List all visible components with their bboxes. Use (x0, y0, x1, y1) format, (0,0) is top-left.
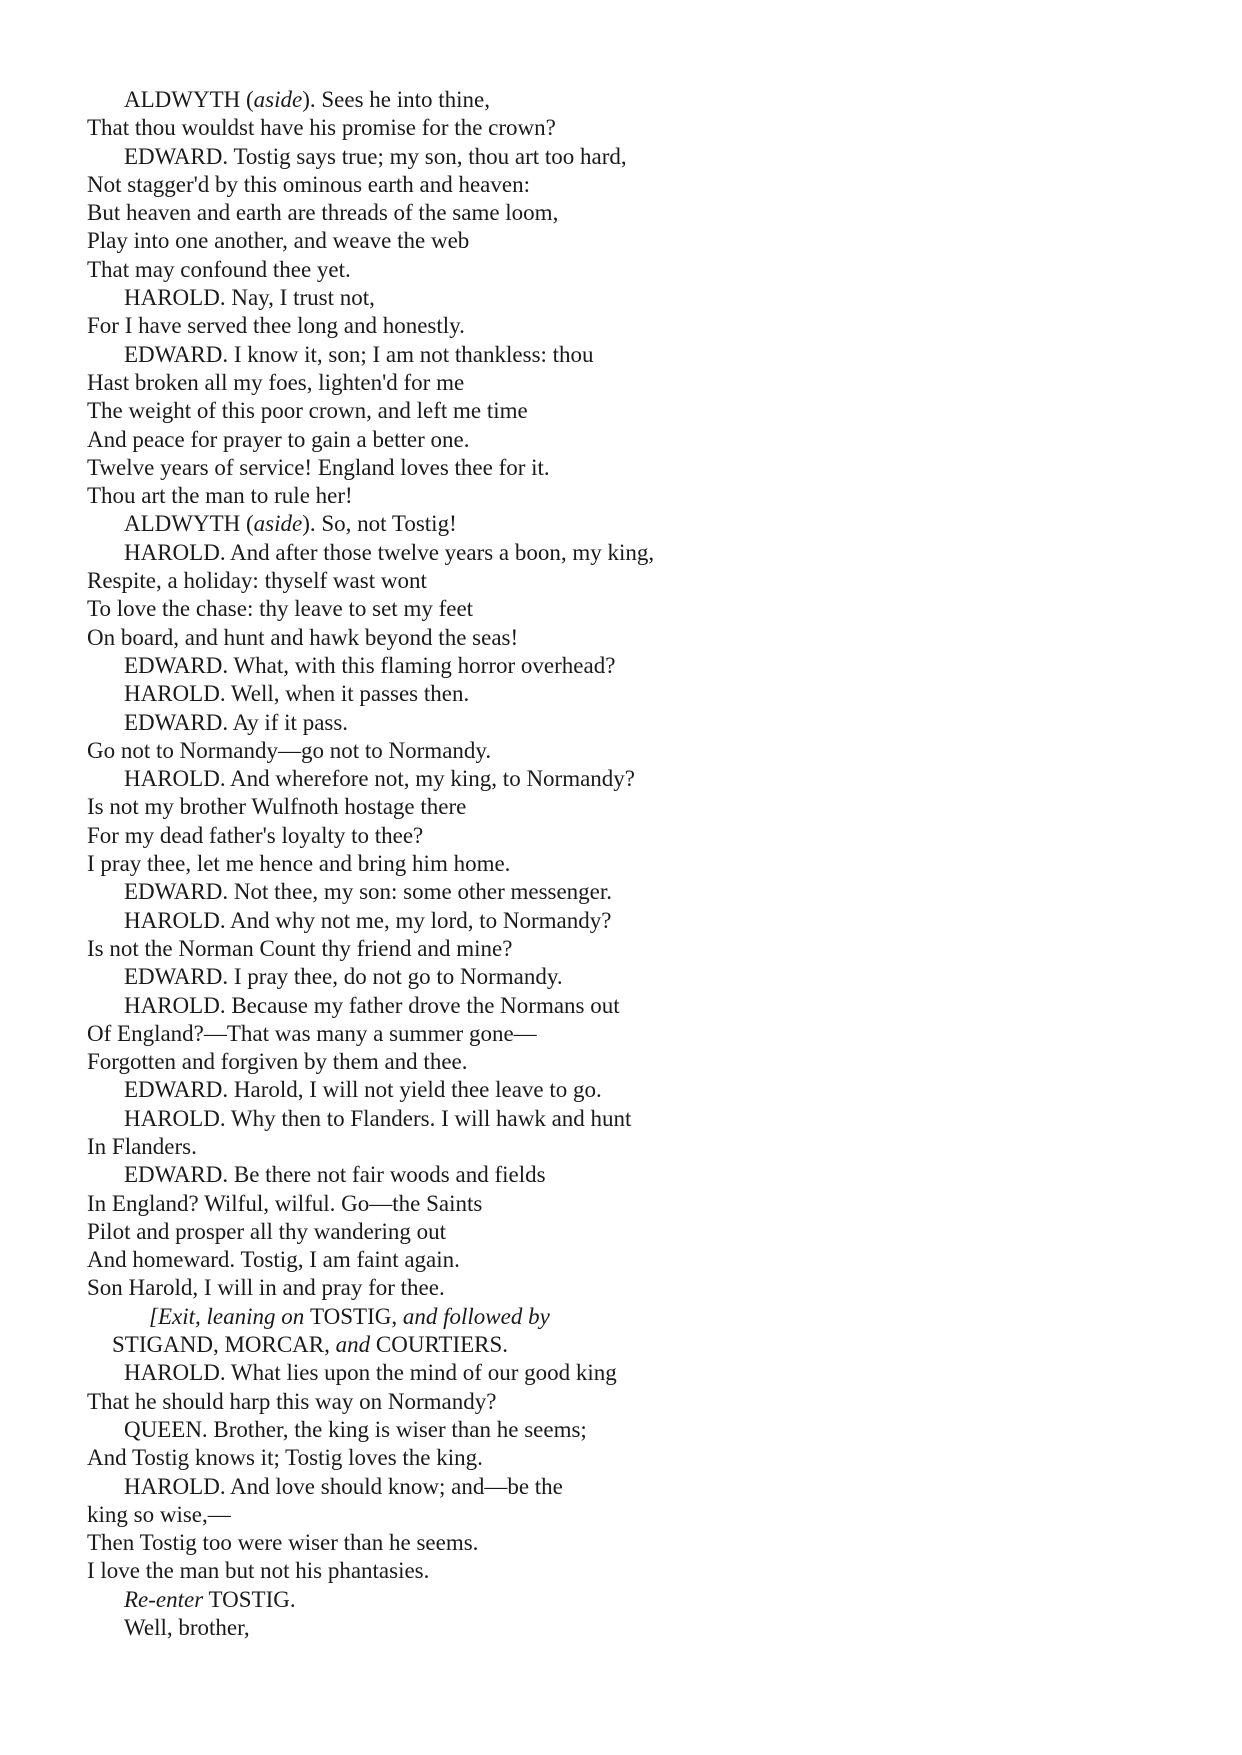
text-line (87, 1274, 1187, 1302)
text-segment: EDWARD. I pray thee, do not go to Normandy. (124, 964, 563, 990)
text-segment: Of England?—That was many a summer gone— (87, 1020, 537, 1046)
text-line (87, 171, 1187, 199)
text-segment: Pilot and prosper all thy wandering out (87, 1218, 446, 1244)
text-line (87, 227, 1187, 255)
text-line (87, 1359, 1187, 1387)
text-segment: Then Tostig too were wiser than he seems. (87, 1530, 479, 1556)
text-segment: STIGAND, MORCAR, (112, 1332, 336, 1358)
italic-text-segment: and (335, 1332, 371, 1358)
text-line (87, 510, 1187, 538)
text-segment: COURTIERS. (370, 1332, 509, 1358)
text-line (87, 114, 1187, 142)
text-segment: ALDWYTH ( (124, 87, 254, 112)
text-line (87, 199, 1187, 227)
text-segment: QUEEN. Brother, the king is wiser than he seems; (124, 1416, 587, 1442)
text-line (87, 369, 1187, 397)
text-segment: Forgotten and forgiven by them and thee. (87, 1049, 468, 1075)
text-line (87, 992, 1187, 1020)
text-segment: That he should harp this way on Normandy? (87, 1388, 497, 1414)
text-segment: In Flanders. (87, 1133, 197, 1159)
text-segment: EDWARD. I know it, son; I am not thankless: thou (124, 341, 594, 367)
text-segment: EDWARD. Be there not fair woods and fields (124, 1162, 546, 1188)
italic-text-segment: Re-enter (124, 1586, 204, 1612)
text-segment: EDWARD. Harold, I will not yield thee leave to go. (124, 1077, 602, 1103)
text-line (87, 935, 1187, 963)
text-line (87, 567, 1187, 595)
text-segment: And peace for prayer to gain a better one. (87, 426, 470, 452)
text-segment: HAROLD. Because my father drove the Normans out (124, 992, 620, 1018)
text-line (87, 1529, 1187, 1557)
text-line (87, 256, 1187, 284)
text-line (87, 680, 1187, 708)
text-line (87, 1105, 1187, 1133)
text-segment: Is not my brother Wulfnoth hostage there (87, 794, 467, 820)
text-line (87, 86, 1187, 114)
text-segment: For my dead father's loyalty to thee? (87, 822, 424, 848)
text-line (87, 1416, 1187, 1444)
text-line (87, 595, 1187, 623)
text-line (87, 1501, 1187, 1529)
text-segment: EDWARD. Ay if it pass. (124, 709, 349, 735)
text-line (87, 454, 1187, 482)
text-line (87, 878, 1187, 906)
text-line (87, 1614, 1187, 1642)
text-segment: That may confound thee yet. (87, 256, 351, 282)
text-segment: ). So, not Tostig! (302, 511, 457, 537)
text-line (87, 737, 1187, 765)
text-line (87, 652, 1187, 680)
text-segment: Son Harold, I will in and pray for thee. (87, 1275, 445, 1301)
text-line (87, 143, 1187, 171)
text-segment: Play into one another, and weave the web (87, 228, 470, 254)
text-line (87, 1020, 1187, 1048)
italic-text-segment: aside (253, 87, 303, 112)
text-line (87, 765, 1187, 793)
text-segment: HAROLD. Why then to Flanders. I will hawk and hunt (124, 1105, 632, 1131)
text-line (87, 709, 1187, 737)
text-segment: And homeward. Tostig, I am faint again. (87, 1247, 460, 1273)
text-line (87, 397, 1187, 425)
text-segment: HAROLD. What lies upon the mind of our good king (124, 1360, 617, 1386)
text-segment: Go not to Normandy—go not to Normandy. (87, 737, 492, 763)
text-segment: That thou wouldst have his promise for the crown? (87, 115, 556, 141)
text-line (87, 539, 1187, 567)
text-segment: In England? Wilful, wilful. Go—the Saints (87, 1190, 483, 1216)
text-segment: HAROLD. And why not me, my lord, to Normandy? (124, 907, 612, 933)
text-line (87, 1076, 1187, 1104)
text-segment: Well, brother, (124, 1615, 250, 1641)
text-line (87, 822, 1187, 850)
text-line (87, 1048, 1187, 1076)
text-line (87, 1303, 1187, 1331)
italic-text-segment: and followed by (402, 1303, 550, 1329)
text-line (87, 624, 1187, 652)
text-segment: Respite, a holiday: thyself wast wont (87, 568, 427, 594)
text-segment: And Tostig knows it; Tostig loves the king. (87, 1445, 483, 1471)
text-segment: TOSTIG, (309, 1303, 403, 1329)
text-line (87, 1246, 1187, 1274)
text-segment: I pray thee, let me hence and bring him home. (87, 851, 511, 877)
italic-text-segment: aside (253, 511, 303, 537)
text-line (87, 1444, 1187, 1472)
text-line (87, 1331, 1187, 1359)
text-segment: HAROLD. Nay, I trust not, (124, 285, 375, 311)
text-segment: HAROLD. And after those twelve years a boon, my king, (124, 539, 655, 565)
text-segment: EDWARD. Not thee, my son: some other messenger. (124, 879, 613, 905)
text-line (87, 312, 1187, 340)
text-line (87, 793, 1187, 821)
text-segment: Twelve years of service! England loves thee for it. (87, 454, 550, 480)
text-segment: HAROLD. Well, when it passes then. (124, 681, 470, 707)
text-line (87, 1557, 1187, 1585)
text-line (87, 1473, 1187, 1501)
text-line (87, 1133, 1187, 1161)
text-segment: EDWARD. What, with this flaming horror overhead? (124, 652, 616, 678)
text-segment: Not stagger'd by this ominous earth and heaven: (87, 171, 530, 197)
text-line (87, 1161, 1187, 1189)
text-line (87, 1388, 1187, 1416)
text-segment: To love the chase: thy leave to set my feet (87, 596, 474, 622)
text-line (87, 1586, 1187, 1614)
text-segment: For I have served thee long and honestly. (87, 313, 465, 339)
text-segment: TOSTIG. (203, 1586, 296, 1612)
text-line (87, 341, 1187, 369)
text-line (87, 482, 1187, 510)
text-segment: EDWARD. Tostig says true; my son, thou art too hard, (124, 143, 627, 169)
text-segment: The weight of this poor crown, and left me time (87, 398, 528, 424)
text-line (87, 1190, 1187, 1218)
text-segment: Thou art the man to rule her! (87, 483, 353, 509)
text-segment: king so wise,— (87, 1501, 231, 1527)
play-text (87, 86, 1187, 1642)
text-line (87, 850, 1187, 878)
text-segment: HAROLD. And love should know; and—be the (124, 1473, 563, 1499)
text-line (87, 907, 1187, 935)
text-line (87, 963, 1187, 991)
text-segment: HAROLD. And wherefore not, my king, to Normandy? (124, 766, 636, 792)
text-segment: Is not the Norman Count thy friend and mine? (87, 935, 513, 961)
text-line (87, 284, 1187, 312)
text-segment: On board, and hunt and hawk beyond the seas! (87, 624, 519, 650)
italic-text-segment: [Exit, leaning on (149, 1303, 310, 1329)
text-segment: I love the man but not his phantasies. (87, 1558, 430, 1584)
text-segment: Hast broken all my foes, lighten'd for me (87, 369, 465, 395)
text-segment: ALDWYTH ( (124, 511, 254, 537)
text-segment: ). Sees he into thine, (302, 87, 491, 112)
text-line (87, 1218, 1187, 1246)
text-line (87, 426, 1187, 454)
text-segment: But heaven and earth are threads of the same loom, (87, 200, 559, 226)
